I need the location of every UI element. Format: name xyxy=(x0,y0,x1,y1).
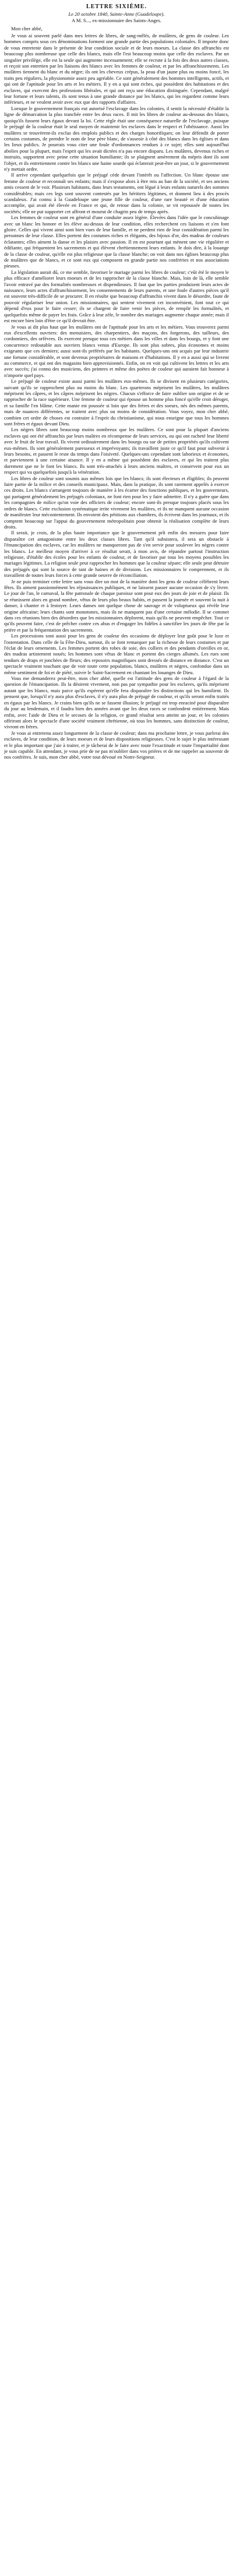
paragraph: Les nègres libres sont beaucoup moins nombreux que les mulâtres. Ce sont pour la plupart d'anciens esclaves qui ont été affranchis par leurs maîtres en récompense de leurs services, ou qui ont racheté leur liberté avec le fruit de leur travail. Ils vivent ordinairement dans les bourgs ou sur de petites propriétés qu'ils cultivent eux-mêmes. Ils sont généralement paresseux et imprévoyants; ils travaillent juste ce qu'il faut pour subvenir à leurs besoins, et passent le reste du temps dans l'oisiveté. Quelques-uns cependant sont laborieux et économes, et parviennent à une certaine aisance. Il y en a même qui possèdent des esclaves, et qui les traitent plus durement que ne le font les blancs. Ils sont très-attachés à leurs anciens maîtres, et conservent pour eux un respect qui va quelquefois jusqu'à la vénération. xyxy=(4,427,229,475)
letter-heading: LETTRE SIXIÈME. xyxy=(86,3,147,10)
paragraph: Lorsque le gouvernement français eut autorisé l'esclavage dans les colonies, il sentit la nécessité d'établir la ligne de démarcation la plus tranchée entre les deux races. Il mit les libres de couleur au-dessous des blancs, quoiqu'ils fussent leurs égaux devant la loi. Cette règle était une conséquence naturelle de l'esclavage, puisque le préjugé de la couleur était le seul moyen de maintenir les esclaves dans le respect et l'obéissance. Aussi les mulâtres se trouvèrent-ils exclus des emplois publics et des charges honorifiques; on leur défendit de porter certains costumes, de prendre le nom de leur père blanc, de s'asseoir à côté des blancs dans les églises et dans les lieux publics. Je pourrais vous citer une foule d'ordonnances rendues à ce sujet; elles sont aujourd'hui abolies pour la plupart, mais l'esprit qui les avait dictées n'a pas encore disparu. Les mulâtres, devenus riches et instruits, supportent avec peine cette situation humiliante; ils se plaignent amèrement du mépris dont ils sont l'objet, et ils entretiennent contre les blancs une haine sourde qui éclaterait peut-être un jour, si le gouvernement n'y mettait ordre. xyxy=(4,105,229,172)
paragraph: Les libres de couleur sont soumis aux mêmes lois que les blancs; ils sont électeurs et éligibles; ils peuvent faire partie de la milice et des conseils municipaux. Mais, dans la pratique, ils sont rarement appelés à exercer ces droits. Les blancs s'arrangent toujours de manière à les écarter des fonctions publiques, et les gouverneurs, qui partagent généralement les préjugés coloniaux, ne font rien pour les y faire admettre. Il n'y a guère que dans les compagnies de milice qu'on voie des officiers de couleur; encore sont-ils presque toujours placés sous les ordres de blancs. Cette exclusion systématique irrite vivement les mulâtres, et ils ne manquent aucune occasion de manifester leur mécontentement. Ils envoient des pétitions aux chambres, ils écrivent dans les journaux, et ils comptent beaucoup sur l'appui du gouvernement métropolitain pour obtenir la réalisation complète de leurs droits. xyxy=(4,475,229,530)
letter-addressee: A M. S..., ex-missionnaire des Saints-Anges. xyxy=(72,17,161,23)
paragraph: Les femmes de couleur sont en général d'une conduite assez légère. Élevées dans l'idée que le concubinage avec un blanc les honore et les élève au-dessus de leur condition, elles recherchent ces liaisons et s'en font gloire. Celles qui vivent ainsi sont bien vues de leur famille, et ne perdent rien de leur considération parmi les personnes de leur classe. Elles portent des costumes riches et élégants, des bijoux d'or, des madras de couleurs éclatantes; elles aiment la danse et les plaisirs avec passion. Il en est pourtant qui mènent une vie régulière et édifiante, qui fréquentent les sacrements et qui élèvent chrétiennement leurs enfants. Je dois dire, à la louange de la classe de couleur, qu'elle est plus religieuse que la classe blanche; on voit dans nos églises beaucoup plus de mulâtres que de blancs, et ce sont eux qui composent en grande partie nos confréries et nos associations pieuses. xyxy=(4,214,229,269)
paragraph: Vous me demanderez peut-être, mon cher abbé, quelle est l'attitude des gens de couleur à l'égard de la question de l'émancipation. Ils la désirent vivement, non pas par sympathie pour les esclaves, qu'ils méprisent autant que les blancs, mais parce qu'ils espèrent qu'elle fera disparaître les distinctions qui les humilient. Ils pensent que, lorsqu'il n'y aura plus d'esclaves, il n'y aura plus de préjugé de couleur, et qu'ils seront enfin traités en égaux par les blancs. Je crains bien qu'ils ne se fassent illusion; le préjugé est trop enraciné pour disparaître du jour au lendemain, et il faudra bien des années avant que les deux races se confondent entièrement. Mais enfin, avec l'aide de Dieu et le secours de la religion, ce grand résultat sera atteint un jour, et les colonies offriront alors le spectacle d'une société vraiment chrétienne, où tous les hommes, sans distinction de couleur, vivront en frères. xyxy=(4,675,229,730)
letter-dateline: Le 20 octobre 1840, Sainte-Anne (Guadeloupe). xyxy=(68,11,165,17)
paragraph: Le préjugé de couleur existe aussi parmi les mulâtres eux-mêmes. Ils se divisent en plusieurs catégories, suivant qu'ils se rapprochent plus ou moins du blanc. Les quarterons méprisent les mulâtres, les mulâtres méprisent les câpres, et les câpres méprisent les nègres. Chacun s'efforce de faire oublier son origine et de se rapprocher de la race supérieure. Une femme de couleur qui épouse un homme plus foncé qu'elle croit déroger, et sa famille l'en blâme. Cette manie est poussée si loin que des frères et des soeurs, nés des mêmes parents, mais de nuances différentes, se traitent avec plus ou moins de considération. Vous voyez, mon cher abbé, combien cet ordre de choses est contraire à l'esprit du christianisme, qui nous enseigne que tous les hommes sont frères et égaux devant Dieu. xyxy=(4,378,229,427)
letter-salutation: Mon cher abbé, xyxy=(11,26,43,31)
paragraph: Il arrive cependant quelquefois que le préjugé cède devant l'intérêt ou l'affection. Un blanc épouse une femme de couleur et reconnaît ses enfants; mais il s'expose alors à être mis au ban de la société, et ses anciens amis cessent de le voir. Plusieurs habitants, dans leurs testaments, ont légué à leurs enfants naturels des sommes considérables; mais ces legs sont souvent contestés par les héritiers légitimes, et donnent lieu à des procès scandaleux. J'ai connu à la Guadeloupe une jeune fille de couleur, d'une rare beauté et d'une éducation accomplie, qui avait été élevée en France et qui, de retour dans la colonie, se vit repoussée de toutes les sociétés; elle ne put supporter cet affront et mourut de chagrin peu de temps après. xyxy=(4,172,229,214)
paragraph: Il serait, je crois, de la plus haute importance que le gouvernement prît enfin des mesures pour faire disparaître cet antagonisme entre les deux classes libres. Tant qu'il subsistera, il sera un obstacle à l'émancipation des esclaves, car les mulâtres ne manqueront pas de s'en servir pour soulever les nègres contre les blancs. Le meilleur moyen d'arriver à ce résultat serait, à mon avis, de répandre partout l'instruction religieuse, d'établir des écoles pour les enfants de couleur, et de favoriser par tous les moyens possibles les mariages légitimes. La religion seule peut rapprocher les hommes que la couleur sépare; elle seule peut détruire des préjugés qui sont la source de tant de haines et de divisions. Les missionnaires le comprennent, et ils travaillent de toutes leurs forces à cette grande oeuvre de réconciliation. xyxy=(4,530,229,579)
paragraph: La législation aurait dû, ce me semble, favoriser le mariage parmi les libres de couleur; c'eût été le moyen le plus efficace d'améliorer leurs moeurs et de les rapprocher de la classe blanche. Mais, loin de là, elle semble l'avoir entravé par des formalités nombreuses et dispendieuses. Il faut que les parties produisent leurs actes de naissance, leurs actes d'affranchissement, les consentements de leurs parents, et une foule d'autres pièces qu'il est souvent très-difficile de se procurer. Il en résulte que beaucoup d'affranchis vivent dans le désordre, faute de pouvoir régulariser leur union. Les missionnaires, qui sentent vivement cet inconvénient, font tout ce qui dépend d'eux pour le faire cesser; ils se chargent de faire venir les pièces, de remplir les formalités, et quelquefois même de payer les frais. Grâce à leur zèle, le nombre des mariages augmente chaque année; mais il est encore bien loin d'être ce qu'il devrait être. xyxy=(4,269,229,324)
paragraph: Les processions sont aussi pour les gens de couleur des occasions de déployer leur goût pour le luxe et l'ostentation. Dans celle de la Fête-Dieu, surtout, ils se font remarquer par la richesse de leurs costumes et par l'éclat de leurs ornements. Les femmes portent des robes de soie, des colliers et des pendants d'oreilles en or, des madras artistement noués; les hommes sont vêtus de blanc et portent des cierges allumés. Les rues sont tendues de draps et jonchées de fleurs; des reposoirs magnifiques sont dressés de distance en distance. C'est un spectacle vraiment touchant que de voir toute cette population, blancs, mulâtres et nègres, confondue dans un même sentiment de foi et de piété, suivre le Saint-Sacrement en chantant les louanges de Dieu. xyxy=(4,633,229,675)
paragraph: Je vous ai entretenu assez longuement de la classe de couleur; dans ma prochaine lettre, je vous parlerai des esclaves, de leur condition, de leurs moeurs et de leurs dispositions religieuses. C'est le sujet le plus intéressant et le plus important que j'aie à traiter, et je tâcherai de le faire avec toute l'exactitude et toute l'impartialité dont je suis capable. En attendant, je vous prie de ne pas m'oublier dans vos prières et de me rappeler au souvenir de nos confrères. Je suis, mon cher abbé, votre tout dévoué en Notre-Seigneur. xyxy=(4,730,229,760)
letter-body xyxy=(4,33,229,760)
letter-page xyxy=(0,0,233,767)
paragraph: Je ne puis terminer cette lettre sans vous dire un mot de la manière dont les gens de couleur célèbrent leurs fêtes. Ils aiment passionnément les réjouissances publiques, et ne laissent passer aucune occasion de s'y livrer. Le jour de l'an, le carnaval, la fête patronale de chaque paroisse sont pour eux des jours de joie et de plaisir. Ils se réunissent alors en grand nombre, vêtus de leurs plus beaux habits, et passent la journée et souvent la nuit à danser, à chanter et à festoyer. Leurs danses ont quelque chose de sauvage et de voluptueux qui révèle leur origine africaine; leurs chants sont monotones, mais ils ne manquent pas d'une certaine mélodie. Il se commet dans ces réunions bien des désordres que les missionnaires déplorent, mais qu'ils ne peuvent empêcher. Tout ce qu'ils peuvent faire, c'est de prêcher contre ces abus et d'engager les fidèles à sanctifier les jours de fête par la prière et par la fréquentation des sacrements. xyxy=(4,578,229,633)
paragraph: Je vous ai dit plus haut que les mulâtres ont de l'aptitude pour les arts et les métiers. Vous trouverez parmi eux d'excellents ouvriers: des menuisiers, des charpentiers, des maçons, des forgerons, des tailleurs, des cordonniers, des orfèvres. Ils exercent presque tous ces métiers dans les villes et dans les bourgs, et y font une concurrence redoutable aux ouvriers blancs venus d'Europe. Ils sont plus sobres, plus économes et moins exigeants que ces derniers; aussi sont-ils préférés par les habitants. Quelques-uns ont acquis par leur industrie une fortune considérable, et sont devenus propriétaires de maisons et d'habitations. Il y en a aussi qui se livrent au commerce, et qui ont des magasins bien approvisionnés. Enfin, on en voit qui cultivent les lettres et les arts avec succès; j'ai connu des musiciens, des peintres et même des poètes de couleur qui auraient fait honneur à n'importe quel pays. xyxy=(4,323,229,378)
paragraph: Je vous ai souvent parlé dans mes lettres de libres, de sang-mêlés, de mulâtres, de gens de couleur. Les hommes compris sous ces dénominations forment une grande partie des populations coloniales. Il importe donc de vous entretenir dans le présente de leur condition sociale et de leurs moeurs. La classe des affranchis est beaucoup plus nombreuse que celle des blancs, mais elle l'est beaucoup moins que celle des esclaves. Par un singulier privilège, elle est la seule qui augmente incessamment; elle se recrute à la fois des deux autres classes, et reçoit son entretien par les liaisons des blancs avec les femmes de couleur, et par les affranchissements. Les mulâtres tiennent du blanc et du nègre; ils ont les cheveux crépus, la peau d'un jaune plus ou moins foncé, les traits peu réguliers, la physionomie assez peu agréable. Ce sont généralement des hommes intelligents, actifs, et qui ont de l'aptitude pour les arts et les métiers. Il y en a qui sont riches, qui possèdent des habitations et des esclaves, qui exercent des professions libérales, et qui ont reçu une éducation distinguée. Cependant, malgré leur fortune et leurs talents, ils sont tenus à une grande distance par les blancs, qui les regardent comme leurs inférieurs, et ne veulent avoir avec eux que des rapports d'affaires. xyxy=(4,33,229,105)
